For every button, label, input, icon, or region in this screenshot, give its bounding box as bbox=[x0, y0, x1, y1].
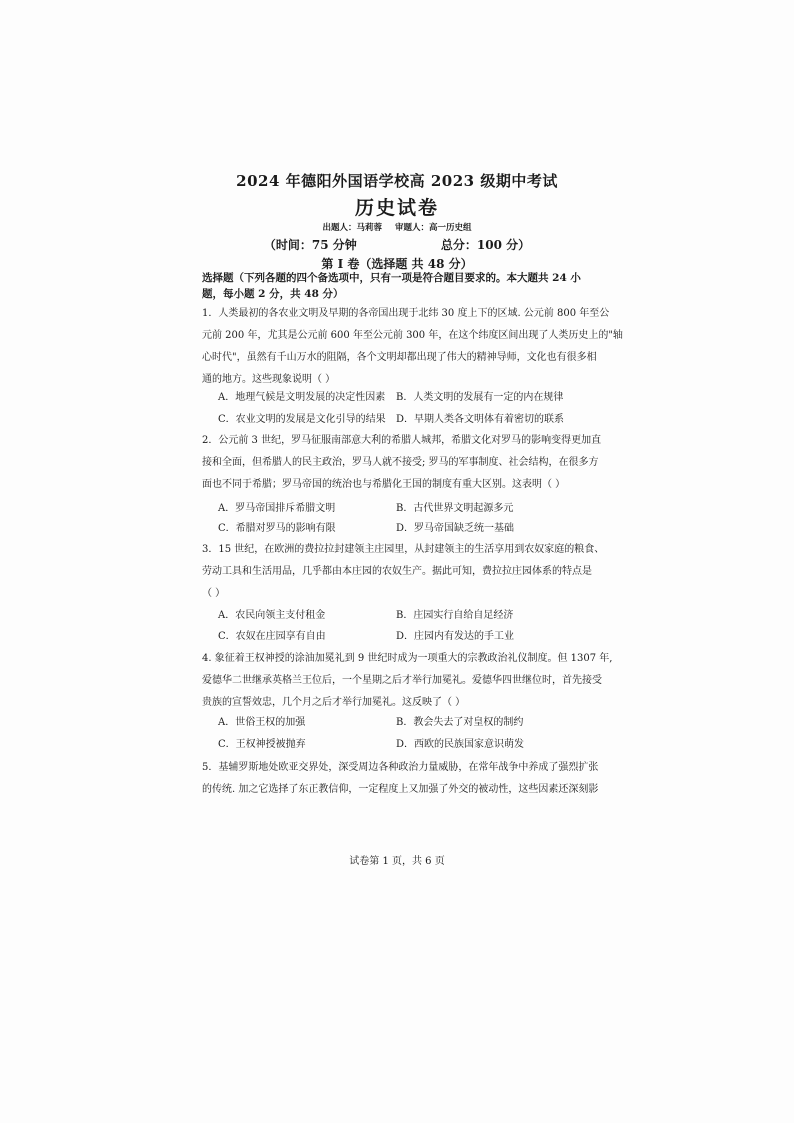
option-a: A．农民向领主支付租金 bbox=[218, 610, 326, 621]
question-line: 5．基辅罗斯地处欧亚交界处，深受周边各种政治力量威胁，在常年战争中养成了强烈扩张 bbox=[202, 762, 599, 773]
question-line: 劳动工具和生活用品，几乎都由本庄园的农奴生产。据此可知，费拉拉庄园体系的特点是 bbox=[202, 566, 592, 577]
option-d: D．庄园内有发达的手工业 bbox=[396, 631, 515, 642]
question-4-options-row-2 bbox=[218, 738, 598, 752]
question-line: 的传统. 加之它选择了东正教信仰，一定程度上又加强了外交的被动性，这些因素还深刻影 bbox=[202, 784, 599, 795]
question-line: 4. 象征着王权神授的涂油加冕礼到 9 世纪时成为一项重大的宗教政治礼仪制度。但 1307 年, bbox=[202, 653, 613, 664]
option-d: D．早期人类各文明体有着密切的联系 bbox=[396, 414, 565, 425]
question-line: 1．人类最初的各农业文明及早期的各帝国出现于北纬 30 度上下的区域. 公元前 800 年至公 bbox=[202, 308, 610, 319]
question-line: 3．15 世纪，在欧洲的费拉拉封建领主庄园里，从封建领主的生活享用到农奴家庭的粮食、 bbox=[202, 544, 605, 555]
question-2-options-row-2 bbox=[218, 522, 598, 536]
option-c: C．农奴在庄园享有自由 bbox=[218, 631, 326, 642]
option-b: B．古代世界文明起源多元 bbox=[396, 503, 514, 514]
question-2 bbox=[202, 430, 602, 496]
exam-time: （时间：75 分钟 bbox=[263, 238, 357, 252]
option-c: C．希腊对罗马的影响有限 bbox=[218, 523, 336, 534]
reviewer-label: 审题人：高一历史组 bbox=[394, 223, 472, 233]
exam-total-score: 总分：100 分） bbox=[440, 238, 531, 252]
exam-authors bbox=[0, 221, 794, 233]
author-label: 出题人：马莉蓉 bbox=[322, 223, 383, 233]
option-b: B．庄园实行自给自足经济 bbox=[396, 610, 514, 621]
option-a: A．世俗王权的加强 bbox=[218, 717, 306, 728]
question-3-options-row-2 bbox=[218, 630, 598, 644]
question-line: 贵族的宣誓效忠，几个月之后才举行加冕礼。这反映了（ ） bbox=[202, 697, 466, 708]
question-3-options-row-1 bbox=[218, 609, 598, 623]
exam-title: 2024 年德阳外国语学校高 2023 级期中考试 bbox=[236, 172, 558, 190]
question-1 bbox=[202, 303, 623, 391]
question-line: 元前 200 年，尤其是公元前 600 年至公元前 300 年，在这个纬度区间出现了人类历史上的"轴 bbox=[202, 330, 623, 341]
section-instructions: 选择题（下列各题的四个备选项中，只有一项是符合题目要求的。本大题共 24 小题，每小题 2 分，共 48 分） bbox=[202, 272, 581, 300]
exam-subject: 历史试卷 bbox=[354, 197, 439, 219]
question-5 bbox=[202, 757, 597, 801]
option-c: C．农业文明的发展是文化引导的结果 bbox=[218, 414, 386, 425]
option-c: C．王权神授被抛弃 bbox=[218, 739, 306, 750]
exam-time-score bbox=[0, 236, 794, 253]
question-3 bbox=[202, 539, 605, 605]
question-line: 通的地方。这些现象说明（ ） bbox=[202, 374, 336, 385]
option-a: A．罗马帝国排斥希腊文明 bbox=[218, 503, 336, 514]
question-line: 2．公元前 3 世纪，罗马征服南部意大利的希腊人城邦，希腊文化对罗马的影响变得更加直 bbox=[202, 435, 602, 446]
option-d: D．西欧的民族国家意识萌发 bbox=[396, 739, 525, 750]
question-line: 心时代"，虽然有千山万水的阻隔，各个文明却都出现了伟大的精神导师，文化也有很多相 bbox=[202, 352, 597, 363]
option-b: B．人类文明的发展有一定的内在规律 bbox=[396, 392, 564, 403]
question-4 bbox=[202, 648, 613, 714]
option-a: A．地理气候是文明发展的决定性因素 bbox=[218, 392, 386, 403]
question-1-options-row-1 bbox=[218, 391, 598, 405]
question-2-options-row-1 bbox=[218, 502, 598, 516]
question-line: （ ） bbox=[202, 588, 226, 599]
question-line: 爱德华二世继承英格兰王位后，一个星期之后才举行加冕礼。爱德华四世继位时，首先接受 bbox=[202, 675, 602, 686]
section-heading: 第 I 卷（选择题 共 48 分） bbox=[321, 257, 473, 271]
question-line: 接和全面，但希腊人的民主政治，罗马人就不接受; 罗马的军事制度、社会结构，在很多方 bbox=[202, 457, 599, 468]
page-footer: 试卷第 1 页，共 6 页 bbox=[349, 856, 445, 867]
option-b: B．教会失去了对皇权的制约 bbox=[396, 717, 524, 728]
question-line: 面也不同于希腊；罗马帝国的统治也与希腊化王国的制度有重大区别。这表明（ ） bbox=[202, 479, 566, 490]
question-4-options-row-1 bbox=[218, 716, 598, 730]
question-1-options-row-2 bbox=[218, 413, 598, 427]
option-d: D．罗马帝国缺乏统一基础 bbox=[396, 523, 515, 534]
